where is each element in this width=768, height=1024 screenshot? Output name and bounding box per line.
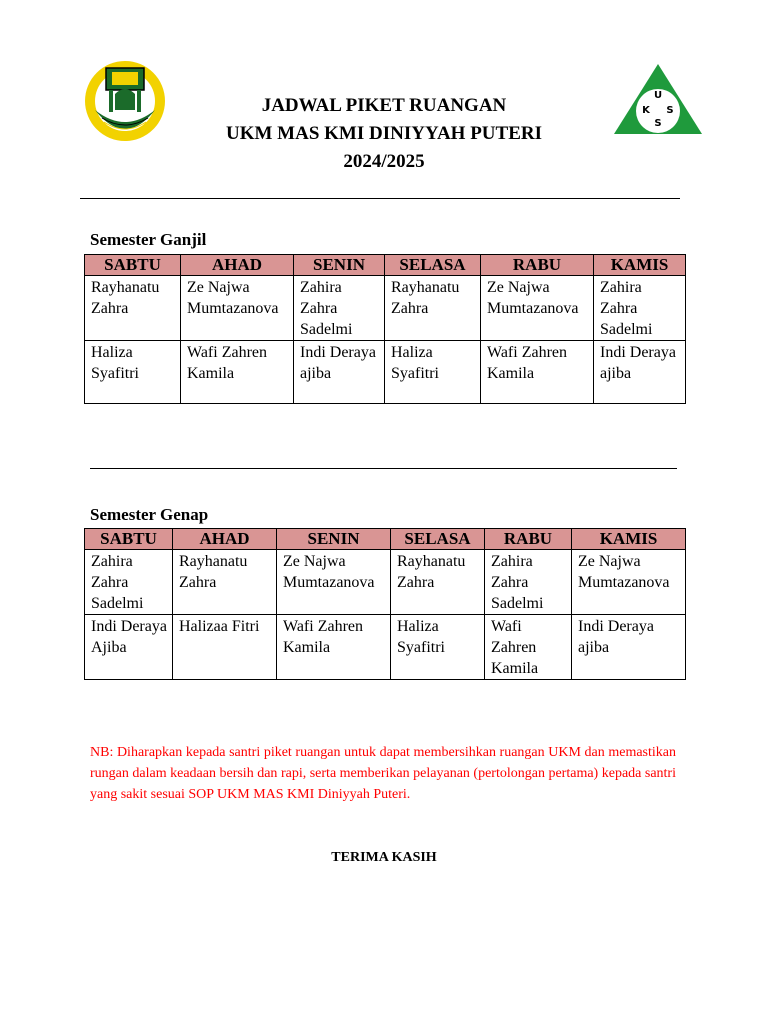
column-header-senin: SENIN <box>277 529 391 550</box>
semester-ganjil-title: Semester Ganjil <box>90 230 207 249</box>
table-cell: Wafi Zahren Kamila <box>485 615 572 680</box>
table-cell: Wafi Zahren Kamila <box>277 615 391 680</box>
column-header-selasa: SELASA <box>385 255 481 276</box>
table-cell: Indi Deraya Ajiba <box>85 615 173 680</box>
table-cell: Rayhanatu Zahra <box>385 276 481 341</box>
table-cell: Haliza Syafitri <box>391 615 485 680</box>
table-cell: Ze Najwa Mumtazanova <box>481 276 594 341</box>
table-cell: Indi Deraya ajiba <box>294 341 385 404</box>
semester-genap-title: Semester Genap <box>90 505 209 524</box>
table-cell: Zahira Zahra Sadelmi <box>594 276 686 341</box>
svg-text:S: S <box>654 118 662 129</box>
table-header-row <box>85 529 686 550</box>
note-paragraph: NB: Diharapkan kepada santri piket ruangan untuk dapat membersihkan ruangan UKM dan memastikan rungan dalam keadaan bersih dan rapi, serta memberikan pelayanan (pertolongan pertama) kepada santri yang sakit sesuai SOP UKM MAS KMI Diniyyah Puteri. <box>90 745 676 802</box>
table-cell: Rayhanatu Zahra <box>85 276 181 341</box>
table-row <box>85 276 686 341</box>
table-cell: Zahira Zahra Sadelmi <box>85 550 173 615</box>
table-cell: Ze Najwa Mumtazanova <box>277 550 391 615</box>
column-header-rabu: RABU <box>481 255 594 276</box>
column-header-sabtu: SABTU <box>85 529 173 550</box>
section-divider <box>90 468 677 469</box>
table-cell: Ze Najwa Mumtazanova <box>181 276 294 341</box>
document-header <box>0 92 768 176</box>
schedule-table-genap <box>84 528 686 680</box>
svg-text:K: K <box>642 105 650 116</box>
table-cell: Wafi Zahren Kamila <box>181 341 294 404</box>
header-title: JADWAL PIKET RUANGAN <box>261 95 507 116</box>
closing-text: TERIMA KASIH <box>331 850 437 865</box>
table-row <box>85 550 686 615</box>
table-row <box>85 615 686 680</box>
table-cell: Ze Najwa Mumtazanova <box>572 550 686 615</box>
svg-text:U: U <box>653 90 663 101</box>
column-header-kamis: KAMIS <box>594 255 686 276</box>
table-cell: Zahira Zahra Sadelmi <box>294 276 385 341</box>
table-cell: Wafi Zahren Kamila <box>481 341 594 404</box>
schedule-table-ganjil <box>84 254 686 404</box>
column-header-rabu: RABU <box>485 529 572 550</box>
table-cell: Haliza Syafitri <box>385 341 481 404</box>
table-cell: Indi Deraya ajiba <box>572 615 686 680</box>
table-cell: Rayhanatu Zahra <box>173 550 277 615</box>
column-header-selasa: SELASA <box>391 529 485 550</box>
table-row <box>85 341 686 404</box>
svg-text:S: S <box>666 105 674 116</box>
table-cell: Rayhanatu Zahra <box>391 550 485 615</box>
header-subtitle: UKM MAS KMI DINIYYAH PUTERI <box>226 123 542 144</box>
column-header-ahad: AHAD <box>181 255 294 276</box>
column-header-sabtu: SABTU <box>85 255 181 276</box>
header-year: 2024/2025 <box>343 151 425 172</box>
column-header-senin: SENIN <box>294 255 385 276</box>
table-cell: Indi Deraya ajiba <box>594 341 686 404</box>
header-divider <box>80 198 680 199</box>
table-cell: Zahira Zahra Sadelmi <box>485 550 572 615</box>
table-cell: Halizaa Fitri <box>173 615 277 680</box>
table-header-row <box>85 255 686 276</box>
column-header-kamis: KAMIS <box>572 529 686 550</box>
column-header-ahad: AHAD <box>173 529 277 550</box>
table-cell: Haliza Syafitri <box>85 341 181 404</box>
